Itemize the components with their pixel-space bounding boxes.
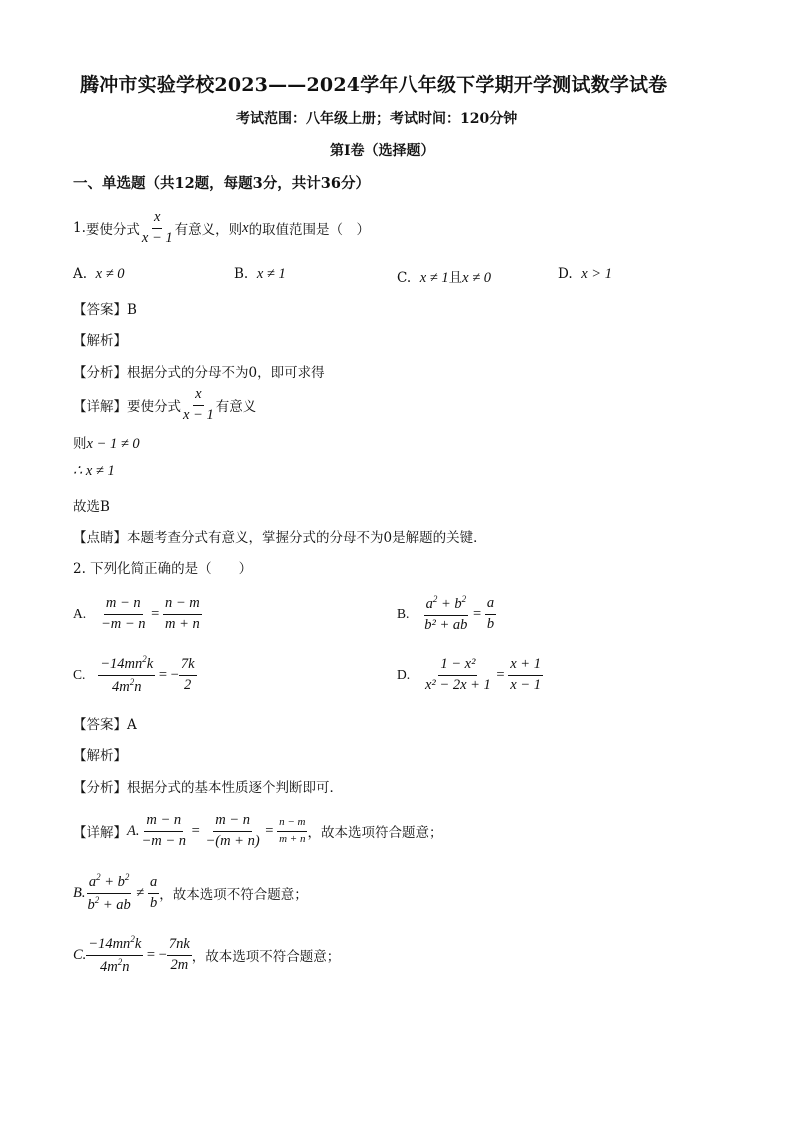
option-text: x > 1 <box>581 266 612 282</box>
q1-option-d <box>558 266 612 283</box>
equals-sign: = − <box>143 946 167 963</box>
option-letter: A. <box>73 606 87 621</box>
frac-num: x <box>193 387 203 405</box>
q2-detail-c <box>73 932 340 978</box>
frac-den: −m − n <box>141 832 187 849</box>
frac <box>423 657 493 692</box>
frac-den: b <box>486 615 495 632</box>
option-letter: A. <box>73 266 88 282</box>
frac <box>167 937 192 972</box>
frac-den: −m − n <box>101 615 146 632</box>
equals-sign: = − <box>155 666 179 683</box>
frac-num: n − m <box>163 596 202 614</box>
q1-analysis: 【分析】根据分式的分母不为0，即可求得 <box>73 365 325 381</box>
exam-title: 腾冲市实验学校2023——2024学年八年级下学期开学测试数学试卷 <box>80 74 668 96</box>
detail-note: ，故本选项符合题意； <box>307 825 443 841</box>
q1-step1 <box>73 432 140 453</box>
frac <box>485 596 496 631</box>
q1-option-b <box>234 266 286 283</box>
step-prefix: 则 <box>73 436 87 452</box>
detail-letter: A. <box>127 822 140 839</box>
q1-answer: 【答案】B <box>73 302 137 318</box>
not-equal-sign: ≠ <box>132 884 148 901</box>
detail-note: ，故本选项不符合题意； <box>159 887 308 903</box>
q1-detail-fraction <box>181 387 216 422</box>
q2-option-a <box>73 592 202 636</box>
q1-stem <box>73 208 370 248</box>
frac <box>85 873 132 912</box>
q1-step2: ∴ x ≠ 1 <box>73 463 115 479</box>
q1-fraction <box>140 210 175 245</box>
frac-den: m + n <box>164 615 200 632</box>
frac <box>422 595 469 632</box>
q1-detail-suffix: 有意义 <box>215 399 257 415</box>
q1-frac-den: x − 1 <box>141 229 173 246</box>
frac-den: $4m^2n$ <box>112 676 142 695</box>
q2-analysis-head: 【解析】 <box>73 748 127 764</box>
frac-den: −(m + n) <box>205 832 260 849</box>
option-letter: C. <box>397 270 412 286</box>
option-text: x ≠ 0 <box>95 266 125 282</box>
equals-sign: = <box>492 666 509 683</box>
q1-number: 1. <box>73 220 86 236</box>
frac-num: m − n <box>144 813 183 831</box>
q1-text-before: 要使分式 <box>85 222 140 238</box>
option-letter: B. <box>234 266 249 282</box>
frac-den: 2 <box>184 676 192 693</box>
option-join: 且 <box>448 270 463 286</box>
q1-text-after: 的取值范围是（ ） <box>248 222 371 238</box>
q1-comment: 【点睛】本题考查分式有意义，掌握分式的分母不为0是解题的关键． <box>73 530 487 546</box>
frac <box>98 655 155 694</box>
q1-choose: 故选B <box>73 499 110 515</box>
detail-prefix: 【详解】 <box>73 825 127 841</box>
frac <box>277 817 307 845</box>
q2-option-d <box>397 653 543 697</box>
q2-option-c <box>73 653 197 697</box>
frac <box>139 813 188 848</box>
frac <box>203 813 261 848</box>
option-letter: D. <box>558 266 573 282</box>
q2-option-b <box>397 592 496 636</box>
frac <box>148 875 159 910</box>
frac-den: b² + ab <box>424 616 468 633</box>
frac-num: a <box>148 875 159 893</box>
frac-num: a <box>485 596 496 614</box>
frac-num: m − n <box>104 596 143 614</box>
frac <box>508 657 543 692</box>
q1-var: x <box>242 219 249 236</box>
frac-num: 7nk <box>167 937 192 955</box>
frac-den: x − 1 <box>183 406 214 423</box>
volume-heading: 第Ⅰ卷（选择题） <box>330 143 435 159</box>
q1-analysis-head: 【解析】 <box>73 333 127 349</box>
step-math: x − 1 ≠ 0 <box>86 436 140 452</box>
q2-stem: 2. 下列化简正确的是（ ） <box>73 561 253 577</box>
option-letter: C. <box>73 667 86 682</box>
equals-sign: = <box>261 822 278 839</box>
q2-detail-a <box>73 808 442 854</box>
frac <box>179 657 197 692</box>
equals-sign: = <box>147 605 163 622</box>
q1-frac-num: x <box>152 210 162 228</box>
q1-option-a <box>73 266 125 283</box>
detail-letter: B. <box>73 884 86 901</box>
q2-answer: 【答案】A <box>73 717 137 733</box>
frac-den: 2m <box>170 956 189 973</box>
frac-num: $-14mn^2k$ <box>86 935 143 955</box>
frac-num: 1 − x² <box>438 657 477 675</box>
detail-letter: C. <box>73 946 87 963</box>
frac-num: $-14mn^2k$ <box>98 655 155 675</box>
frac-den: $b^2$ + ab <box>87 894 131 913</box>
q1-detail <box>73 385 256 425</box>
q2-analysis: 【分析】根据分式的基本性质逐个判断即可． <box>73 780 343 796</box>
section-heading: 一、单选题（共12题，每题3分，共计36分） <box>73 175 370 192</box>
frac-den: $4m^2n$ <box>100 956 130 975</box>
q1-text-mid: 有意义，则 <box>174 222 243 238</box>
frac-num: x + 1 <box>508 657 543 675</box>
q1-option-c <box>397 266 491 287</box>
frac-num: n − m <box>277 817 307 832</box>
option-letter: D. <box>397 667 411 682</box>
equals-sign: = <box>188 822 204 839</box>
frac-den: b <box>150 894 158 911</box>
frac-num: 7k <box>179 657 197 675</box>
frac-den: x² − 2x + 1 <box>425 676 491 693</box>
exam-info: 考试范围：八年级上册；考试时间：120分钟 <box>236 111 518 127</box>
frac-num: $a^2 + b^2$ <box>87 873 132 893</box>
q2-detail-b <box>73 870 308 916</box>
equals-sign: = <box>469 605 485 622</box>
option-text: x ≠ 1 <box>419 270 449 286</box>
q1-detail-prefix: 【详解】要使分式 <box>73 399 181 415</box>
detail-note: ，故本选项不符合题意； <box>191 949 341 965</box>
option-letter: B. <box>397 606 410 621</box>
frac-den: m + n <box>279 832 306 845</box>
frac-num: $a^2 + b^2$ <box>424 595 469 615</box>
frac <box>99 596 148 631</box>
frac <box>86 935 143 974</box>
frac <box>163 596 202 631</box>
option-text: x ≠ 0 <box>462 270 492 286</box>
frac-num: m − n <box>213 813 252 831</box>
option-text: x ≠ 1 <box>256 266 286 282</box>
frac-den: x − 1 <box>510 676 541 693</box>
